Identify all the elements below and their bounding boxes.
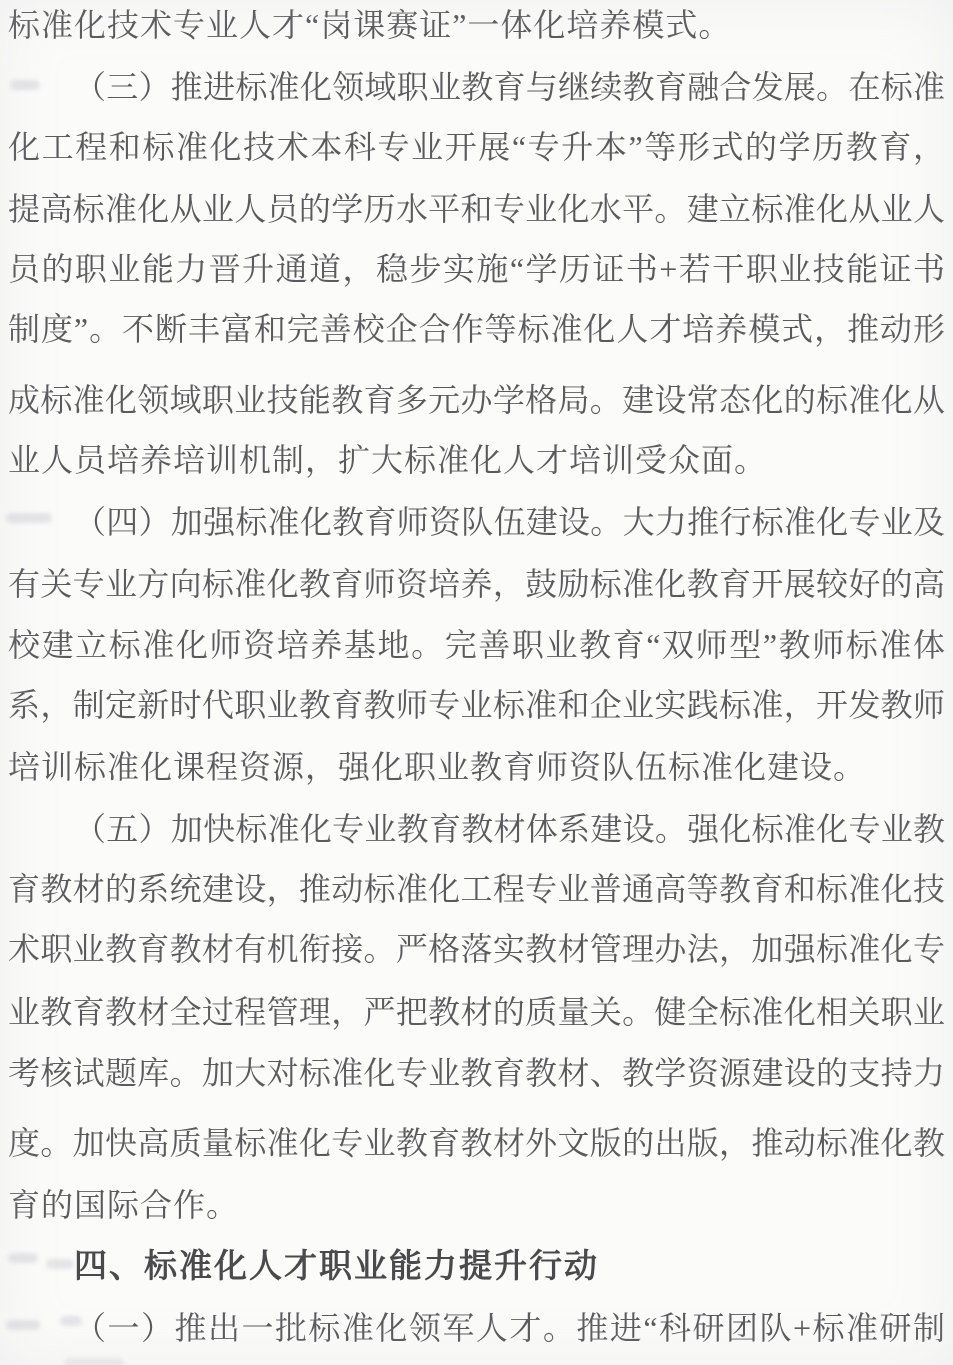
text-line-13: 培训标准化课程资源，强化职业教育师资队伍标准化建设。 — [8, 749, 867, 785]
text-line-12: 系，制定新时代职业教育教师专业标准和企业实践标准，开发教师 — [8, 687, 945, 723]
text-line-19: 度。加快高质量标准化专业教育教材外文版的出版，推动标准化教 — [8, 1125, 945, 1161]
text-line-16: 术职业教育教材有机衔接。严格落实教材管理办法，加强标准化专 — [8, 931, 945, 967]
text-line-8: 业人员培养培训机制，扩大标准化人才培训受众面。 — [8, 442, 768, 478]
text-line-17: 业教育教材全过程管理，严把教材的质量关。健全标准化相关职业 — [8, 994, 945, 1030]
text-line-20: 育的国际合作。 — [8, 1187, 240, 1223]
text-line-3: 化工程和标准化技术本科专业开展“专升本”等形式的学历教育， — [8, 129, 945, 165]
text-line-10: 有关专业方向标准化教育师资培养，鼓励标准化教育开展较好的高 — [8, 566, 945, 602]
text-line-4: 提高标准化从业人员的学历水平和专业化水平。建立标准化从业人 — [8, 191, 945, 227]
bleed-through-mark — [64, 1358, 124, 1365]
text-line-6: 制度”。不断丰富和完善校企合作等标准化人才培养模式，推动形 — [8, 311, 945, 347]
text-line-22: （一）推出一批标准化领军人才。推进“科研团队+标准研制 — [74, 1310, 945, 1346]
text-line-18: 考核试题库。加大对标准化专业教育教材、教学资源建设的支持力 — [8, 1055, 945, 1091]
text-line-5: 员的职业能力晋升通道，稳步实施“学历证书+若干职业技能证书 — [8, 251, 945, 287]
text-line-9: （四）加强标准化教育师资队伍建设。大力推行标准化专业及 — [74, 504, 945, 540]
text-line-14: （五）加快标准化专业教育教材体系建设。强化标准化专业教 — [74, 811, 945, 847]
section-heading: 四、标准化人才职业能力提升行动 — [74, 1247, 599, 1284]
text-line-1: 标准化技术专业人才“岗课赛证”一体化培养模式。 — [8, 7, 732, 43]
text-line-15: 育教材的系统建设，推动标准化工程专业普通高等教育和标准化技 — [8, 871, 945, 907]
text-line-11: 校建立标准化师资培养基地。完善职业教育“双师型”教师标准体 — [8, 627, 945, 663]
text-line-7: 成标准化领域职业技能教育多元办学格局。建设常态化的标准化从 — [8, 382, 945, 418]
text-line-2: （三）推进标准化领域职业教育与继续教育融合发展。在标准 — [74, 69, 945, 105]
